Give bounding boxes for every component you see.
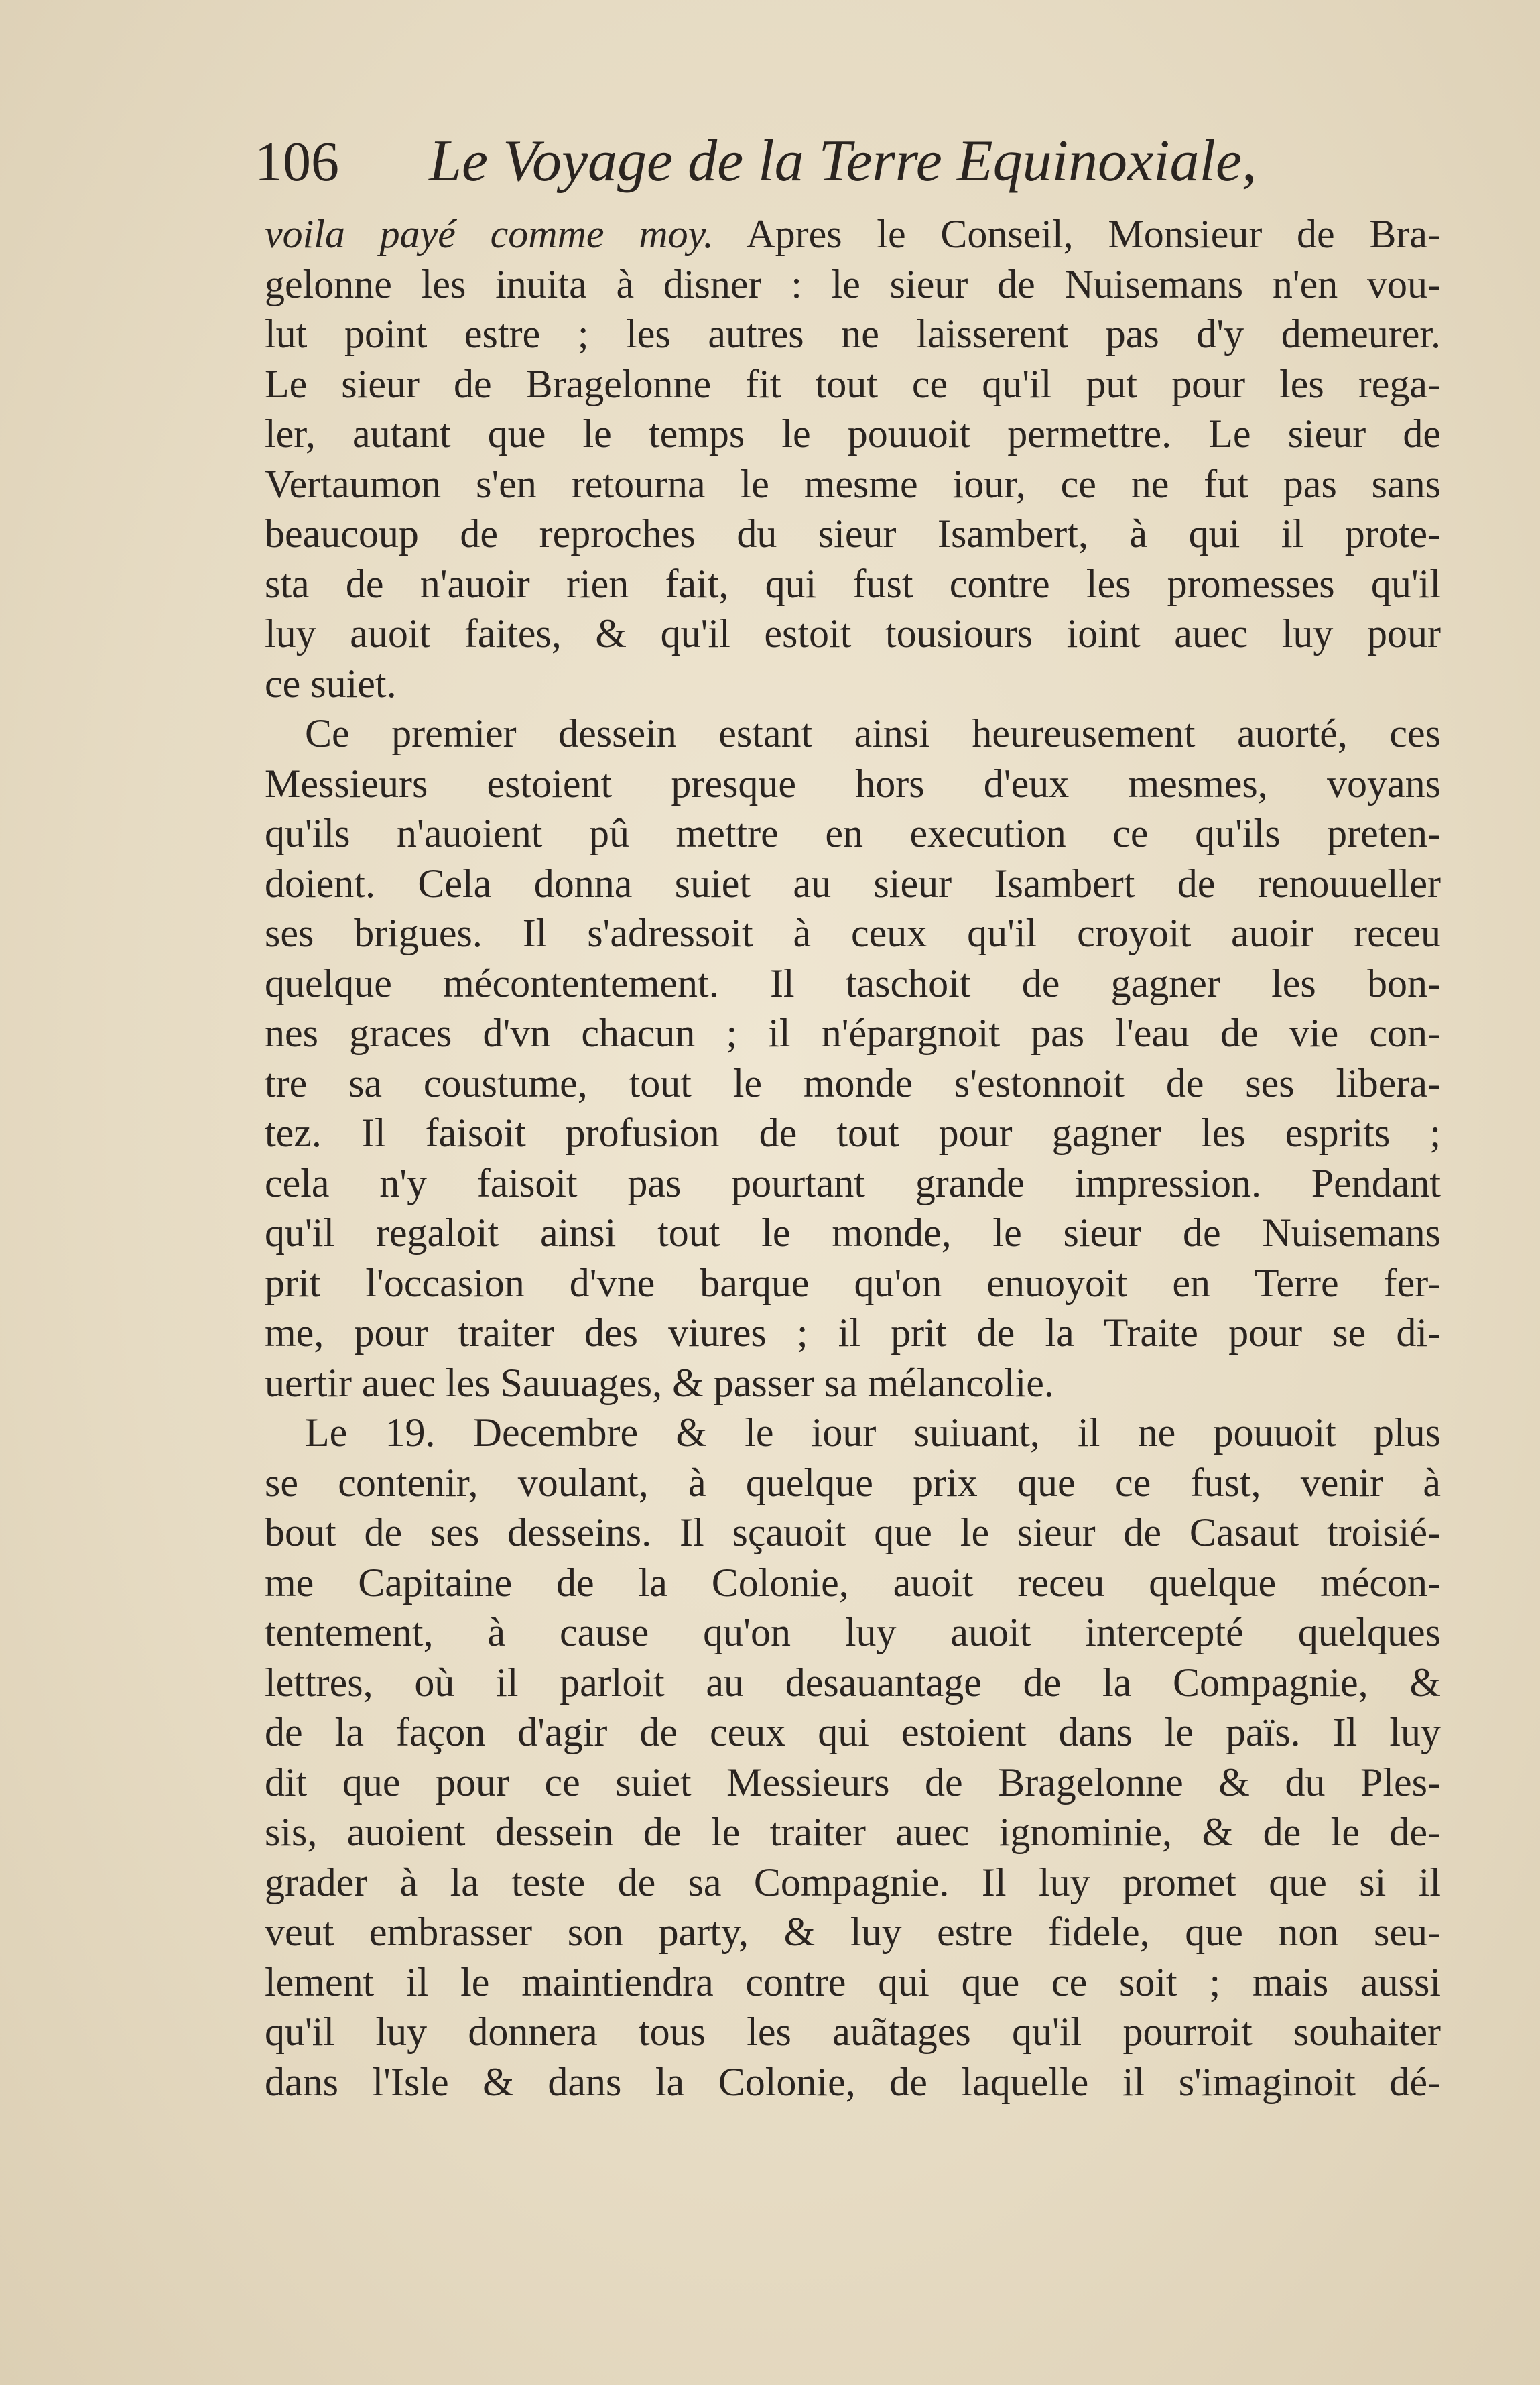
text-line: dans l'Isle & dans la Colonie, de laquelle il s'imaginoit dé- (265, 2059, 1441, 2104)
text-line: bout de ses desseins. Il sçauoit que le sieur de Casaut troisié- (265, 1510, 1441, 1554)
text-line: lut point estre ; les autres ne laisserent pas d'y demeurer. (265, 312, 1441, 356)
text-line: me Capitaine de la Colonie, auoit receu quelque mécon- (265, 1560, 1441, 1605)
text-line: tez. Il faisoit profusion de tout pour gagner les esprits ; (265, 1111, 1441, 1155)
text-line: uertir auec les Sauuages, & passer sa mélancolie. (265, 1360, 1054, 1405)
text-line: lettres, où il parloit au desauantage de la Compagnie, & (265, 1660, 1441, 1705)
text-line: beaucoup de reproches du sieur Isambert, à qui il prote- (265, 511, 1441, 556)
text-line: ce suiet. (265, 661, 397, 706)
text-line: dit que pour ce suiet Messieurs de Bragelonne & du Ples- (265, 1760, 1441, 1805)
text-line: qu'il luy donnera tous les auãtages qu'il pourroit souhaiter (265, 2010, 1441, 2054)
text-line: nes graces d'vn chacun ; il n'épargnoit pas l'eau de vie con- (265, 1011, 1441, 1055)
text-line: prit l'occasion d'vne barque qu'on enuoyoit en Terre fer- (265, 1260, 1441, 1305)
text-line: lement il le maintiendra contre qui que ce soit ; mais aussi (265, 1959, 1441, 2004)
text-line: sta de n'auoir rien fait, qui fust contre les promesses qu'il (265, 561, 1441, 606)
page-number: 106 (255, 131, 339, 193)
text-line: qu'il regaloit ainsi tout le monde, le sieur de Nuisemans (265, 1211, 1441, 1255)
text-line: Messieurs estoient presque hors d'eux mesmes, voyans (265, 761, 1441, 806)
text-line: Le sieur de Bragelonne fit tout ce qu'il put pour les rega- (265, 361, 1441, 406)
text-line: sis, auoient dessein de le traiter auec ignominie, & de le de- (265, 1810, 1441, 1854)
text-line (265, 209, 1441, 259)
text-line: cela n'y faisoit pas pourtant grande impression. Pendant (265, 1160, 1441, 1205)
page-header (255, 121, 1354, 201)
text-line: de la façon d'agir de ceux qui estoient dans le païs. Il luy (265, 1710, 1441, 1754)
text-line: Le 19. Decembre & le iour suiuant, il ne pouuoit plus (305, 1410, 1441, 1455)
text-line: gelonne les inuita à disner : le sieur de Nuisemans n'en vou- (265, 261, 1441, 306)
text-line: ses brigues. Il s'adressoit à ceux qu'il croyoit auoir receu (265, 911, 1441, 955)
text-line-rest: Apres le Conseil, Monsieur de Bra- (713, 212, 1441, 256)
body-text (265, 209, 1441, 2107)
text-line: me, pour traiter des viures ; il prit de la Traite pour se di- (265, 1310, 1441, 1355)
text-line: quelque mécontentement. Il taschoit de gagner les bon- (265, 961, 1441, 1005)
text-line: Vertaumon s'en retourna le mesme iour, ce ne fut pas sans (265, 461, 1441, 506)
text-line: tentement, à cause qu'on luy auoit intercepté quelques (265, 1610, 1441, 1654)
text-line: luy auoit faites, & qu'il estoit tousiours ioint auec luy pour (265, 611, 1441, 656)
text-line: grader à la teste de sa Compagnie. Il luy promet que si il (265, 1859, 1441, 1904)
text-line: Ce premier dessein estant ainsi heureusement auorté, ces (305, 711, 1441, 755)
text-line: ler, autant que le temps le pouuoit permettre. Le sieur de (265, 412, 1441, 456)
running-title: Le Voyage de la Terre Equinoxiale, (429, 129, 1257, 194)
text-line: qu'ils n'auoient pû mettre en execution ce qu'ils preten- (265, 811, 1441, 855)
text-line: tre sa coustume, tout le monde s'estonnoit de ses libera- (265, 1060, 1441, 1105)
text-line: veut embrasser son party, & luy estre fidele, que non seu- (265, 1910, 1441, 1954)
text-line: doient. Cela donna suiet au sieur Isambert de renouueller (265, 861, 1441, 906)
text-line: se contenir, voulant, à quelque prix que ce fust, venir à (265, 1460, 1441, 1505)
italic-phrase: voila payé comme moy. (265, 212, 714, 256)
